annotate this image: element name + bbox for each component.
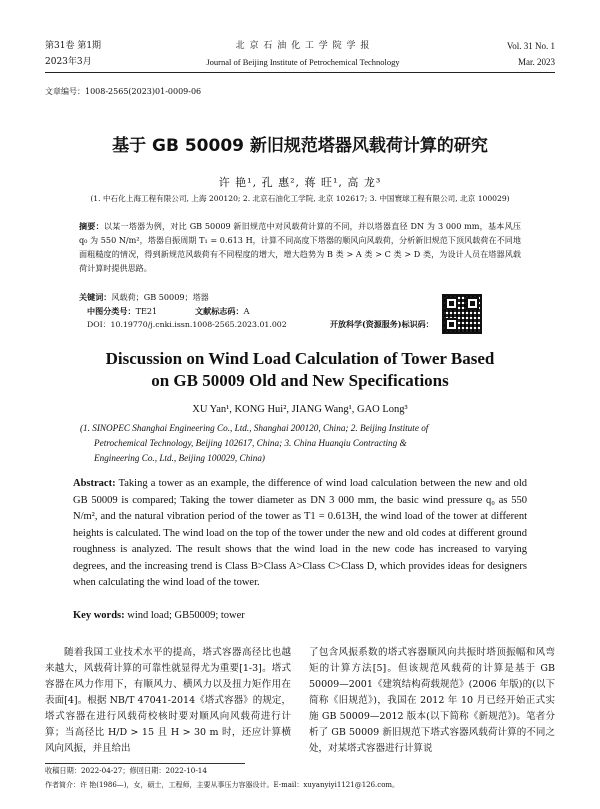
open-science-label: 开放科学(资源服务)标识码： bbox=[330, 319, 434, 329]
qr-code-icon bbox=[442, 294, 482, 334]
keywords-cn-label: 关键词： bbox=[79, 292, 112, 302]
keywords-en bbox=[73, 610, 245, 621]
title-en-line-2: on GB 50009 Old and New Specifications bbox=[151, 371, 449, 390]
header-date-cn: 2023年3月 bbox=[45, 57, 92, 67]
abstract-cn bbox=[79, 219, 521, 275]
clc-number bbox=[87, 306, 157, 317]
header-date-en: Mar. 2023 bbox=[518, 57, 555, 67]
footnote-rule bbox=[45, 763, 245, 764]
keywords-cn bbox=[79, 292, 209, 303]
title-en-line-1: Discussion on Wind Load Calculation of Tower Based bbox=[105, 349, 495, 368]
abstract-en-label: Abstract: bbox=[73, 478, 116, 489]
document-code bbox=[195, 306, 249, 317]
document-code-label: 文献标志码： bbox=[195, 306, 244, 316]
title-cn: 基于 GB 50009 新旧规范塔器风载荷计算的研究 bbox=[112, 136, 488, 156]
affiliations-en-line-1: (1. SINOPEC Shanghai Engineering Co., Ltd., Shanghai 200120, China; 2. Beijing Institute of bbox=[80, 423, 429, 433]
abstract-en-text: Taking a tower as an example, the difference of wind load calculation between the new and old GB 50009 is compared; Taking the tower diameter as DN 3 000 mm, the basic wind pressure q₀ as 550 N/m², and the natural vibration period of the tower as T1 = 0.613H, the wind load of the tower at different heights is calculated. The wind load on the top of the tower under the new and old codes at different ground roughness is analyzed. The result shows that the wind load in the new code has increased to varying degrees, and the increasing trend is Class B>Class A>Class C>Class D, which provides ideas for designers when calculating the wind load of the tower. bbox=[73, 478, 528, 588]
body-column-right: 了包含风振系数的塔式容器顺风向共振时塔顶振幅和风弯矩的计算方法[5]。但该规范风载荷的计算是基于 GB 50009—2001《建筑结构荷载规范》(2006 年版)的(以下简称《旧规范》)，我国在 2012 年 10 月已经开始正式实施 GB 50009—2012 版本(以下简称《新规范》)。笔者分析了 GB 50009 新旧规范下塔式容器风载荷计算的不同之处，对某塔式容器进行计算说 bbox=[309, 647, 555, 754]
abstract-en bbox=[73, 476, 527, 592]
body-column-left: 随着我国工业技术水平的提高，塔式容器高径比也越来越大，风载荷计算的可靠性就显得尤为重要[1-3]。塔式容器在风力作用下，有顺风力、横风力以及扭力矩作用在表面[4]。根据 NB/T 47041-2014《塔式容器》的规定，塔式容器在进行风载荷校核时要对顺风向风载荷进行计算；当高径比 H/D > 15 且 H > 30 m 时，还应计算横风向风振，并且给出 bbox=[45, 647, 291, 754]
affiliations-cn: (1. 中石化上海工程有限公司, 上海 200120; 2. 北京石油化工学院, 北京 102617; 3. 中国寰球工程有限公司, 北京 100029) bbox=[90, 194, 510, 203]
header-journal-en: Journal of Beijing Institute of Petrochemical Technology bbox=[206, 57, 400, 67]
affiliations-en-line-2: Petrochemical Technology, Beijing 102617, China; 3. China Huanqiu Contracting & bbox=[94, 438, 407, 448]
keywords-cn-text: 风载荷；GB 50009；塔器 bbox=[111, 292, 209, 302]
abstract-cn-text: 以某一塔器为例，对比 GB 50009 新旧规范中对风载荷计算的不同，并以塔器直径 DN 为 3 000 mm，基本风压 q₀ 为 550 N/m²，塔器自振周期 T₁ = 0.613 H，计算不同高度下塔器的顺风向风载荷，分析新旧规范下顶风载荷在不同地面粗糙度的情况，得到新规范风载荷有不同程度的增大，增大趋势为 B 类 > A 类 > C 类 > D 类，为设计人员在塔器风载荷计算时提供思路。 bbox=[79, 221, 521, 273]
clc-text: TE21 bbox=[135, 306, 158, 316]
clc-label: 中图分类号： bbox=[87, 306, 136, 316]
header-volume-en: Vol. 31 No. 1 bbox=[506, 41, 555, 51]
abstract-cn-label: 摘要： bbox=[79, 221, 104, 231]
footnote-received: 收稿日期：2022-04-27；修回日期：2022-10-14 bbox=[45, 766, 207, 775]
title-en bbox=[45, 348, 555, 392]
document-code-text: A bbox=[243, 306, 250, 316]
header-rule bbox=[45, 72, 555, 73]
header-volume-cn: 第31卷 第1期 bbox=[45, 41, 102, 51]
article-number: 文章编号：1008-2565(2023)01-0009-06 bbox=[45, 87, 202, 96]
authors-en: XU Yan¹, KONG Hui², JIANG Wang¹, GAO Long³ bbox=[192, 404, 408, 415]
footnote-author-info: 作者简介：许 艳(1986—)，女，硕士，工程师，主要从事压力容器设计。E-mail：xuyanyiyi1121@126.com。 bbox=[45, 781, 400, 789]
keywords-en-text: wind load; GB50009; tower bbox=[127, 610, 245, 621]
affiliations-en bbox=[80, 421, 520, 466]
keywords-en-label: Key words: bbox=[73, 610, 125, 621]
header-journal-cn: 北 京 石 油 化 工 学 院 学 报 bbox=[235, 41, 371, 51]
doi: DOI：10.19770/j.cnki.issn.1008-2565.2023.01.002 bbox=[87, 320, 287, 329]
affiliations-en-line-3: Engineering Co., Ltd., Beijing 100029, China) bbox=[94, 453, 265, 463]
authors-cn: 许 艳¹, 孔 惠², 蒋 旺¹, 高 龙³ bbox=[218, 176, 382, 189]
